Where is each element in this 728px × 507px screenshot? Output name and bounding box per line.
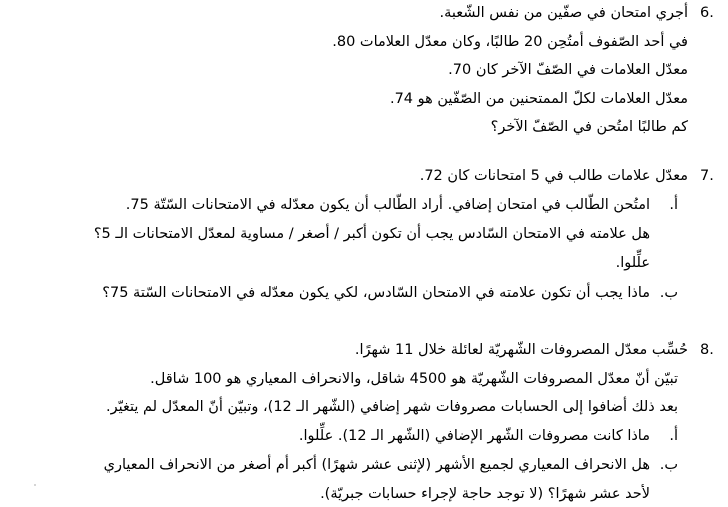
part-marker: ب. [659,457,678,473]
question-text: أجري امتحان في صفّين من نفس الشّعبة. [439,5,688,21]
part-text: هل الانحراف المعياري لجميع الأشهر (لإثنى عشر شهرًا) أكبر أم أصغر من الانحراف المعياري [103,457,650,473]
question-number: 7. [700,168,714,184]
question-text: تبيّن أنّ معدّل المصروفات الشّهريّة هو 4500 شاقل، والانحراف المعياري هو 100 شاقل. [150,371,678,387]
question-text: كم طالبًا امتُحن في الصّفّ الآخر؟ [490,119,688,135]
part-text: لأحد عشر شهرًا؟ (لا توجد حاجة لإجراء حسابات جبريّة). [320,486,650,502]
question-text: في أحد الصّفوف أمتُحِن 20 طالبًا، وكان معدّل العلامات 80. [332,34,688,50]
question-text: معدّل العلامات في الصّفّ الآخر كان 70. [448,62,688,78]
question-text: حُسِّب معدّل المصروفات الشّهريّة لعائلة خلال 11 شهرًا. [354,342,688,358]
part-marker: أ. [669,428,678,444]
question-number: 6. [700,5,714,21]
part-text: علِّلوا. [615,255,650,271]
stray-mark [34,484,36,486]
part-text: ماذا يجب أن تكون علامته في الامتحان السّادس، لكي يكون معدّله في الامتحانات السّتة 75؟ [102,285,650,301]
part-text: ماذا كانت مصروفات الشّهر الإضافي (الشّهر الـ 12). علِّلوا. [298,428,650,444]
part-text: هل علامته في الامتحان السّادس يجب أن تكون أكبر / أصغر / مساوية لمعدّل الامتحانات الـ 5؟ [93,226,650,242]
part-marker: أ. [669,197,678,213]
question-number: 8. [700,342,714,358]
part-marker: ب. [659,285,678,301]
part-text: امتُحن الطّالب في امتحان إضافي. أراد الطّالب أن يكون معدّله في الامتحانات السّتّة 75. [125,197,650,213]
question-text: معدّل علامات طالب في 5 امتحانات كان 72. [419,168,688,184]
question-text: معدّل العلامات لكلّ الممتحنين من الصّفّين هو 74. [389,91,688,107]
question-text: بعد ذلك أضافوا إلى الحسابات مصروفات شهر إضافي (الشّهر الـ 12)، وتبيّن أنّ المعدّل لم يتغيّر. [106,399,678,415]
